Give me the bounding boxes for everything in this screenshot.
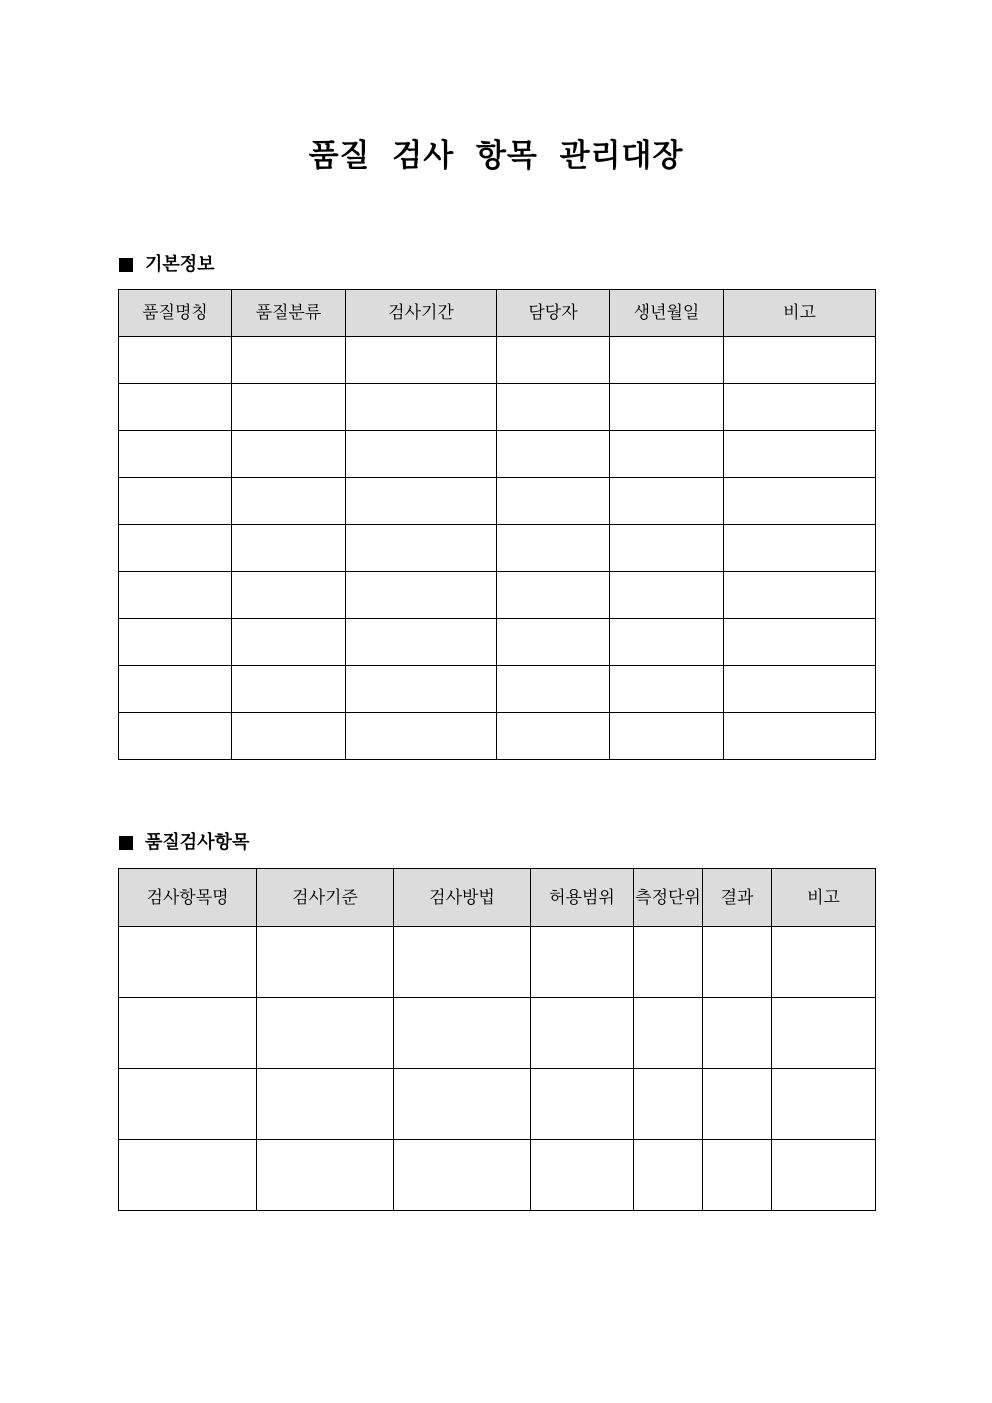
basic-info-row (119, 431, 876, 478)
inspection-items-cell[interactable] (772, 927, 876, 998)
basic-info-cell[interactable] (232, 619, 346, 666)
inspection-items-row (119, 927, 876, 998)
inspection-items-cell[interactable] (119, 998, 257, 1069)
basic-info-row (119, 384, 876, 431)
inspection-items-cell[interactable] (531, 927, 634, 998)
inspection-items-cell[interactable] (394, 1069, 531, 1140)
inspection-items-cell[interactable] (257, 1140, 394, 1211)
inspection-items-heading (119, 831, 249, 855)
column-header-inspection-period: 검사기간 (346, 290, 497, 337)
basic-info-cell[interactable] (724, 572, 876, 619)
inspection-items-cell[interactable] (394, 927, 531, 998)
inspection-items-cell[interactable] (119, 1069, 257, 1140)
basic-info-cell[interactable] (346, 666, 497, 713)
basic-info-cell[interactable] (232, 337, 346, 384)
basic-info-cell[interactable] (232, 384, 346, 431)
basic-info-cell[interactable] (346, 478, 497, 525)
basic-info-row (119, 478, 876, 525)
basic-info-cell[interactable] (232, 478, 346, 525)
basic-info-cell[interactable] (119, 337, 232, 384)
inspection-items-cell[interactable] (257, 998, 394, 1069)
basic-info-cell[interactable] (610, 666, 724, 713)
basic-info-cell[interactable] (610, 384, 724, 431)
basic-info-cell[interactable] (119, 713, 232, 760)
inspection-items-cell[interactable] (703, 927, 772, 998)
basic-info-cell[interactable] (119, 666, 232, 713)
column-header-method: 검사방법 (394, 869, 531, 927)
basic-info-table (118, 289, 876, 760)
basic-info-row (119, 666, 876, 713)
inspection-items-cell[interactable] (119, 1140, 257, 1211)
inspection-items-cell[interactable] (703, 998, 772, 1069)
column-header-unit: 측정단위 (634, 869, 703, 927)
inspection-items-cell[interactable] (531, 998, 634, 1069)
basic-info-cell[interactable] (232, 572, 346, 619)
basic-info-cell[interactable] (497, 572, 610, 619)
basic-info-cell[interactable] (346, 525, 497, 572)
inspection-items-cell[interactable] (772, 1069, 876, 1140)
inspection-items-cell[interactable] (394, 998, 531, 1069)
basic-info-cell[interactable] (724, 666, 876, 713)
inspection-items-cell[interactable] (257, 1069, 394, 1140)
basic-info-cell[interactable] (724, 525, 876, 572)
basic-info-cell[interactable] (232, 525, 346, 572)
column-header-manager: 담당자 (497, 290, 610, 337)
basic-info-cell[interactable] (232, 666, 346, 713)
column-header-birth-date: 생년월일 (610, 290, 724, 337)
column-header-quality-category: 품질분류 (232, 290, 346, 337)
basic-info-heading (119, 253, 215, 277)
inspection-items-table (118, 868, 876, 1211)
basic-info-cell[interactable] (724, 384, 876, 431)
inspection-items-cell[interactable] (634, 998, 703, 1069)
basic-info-cell[interactable] (610, 713, 724, 760)
basic-info-cell[interactable] (497, 713, 610, 760)
basic-info-cell[interactable] (232, 431, 346, 478)
basic-info-cell[interactable] (724, 478, 876, 525)
inspection-items-row (119, 1069, 876, 1140)
basic-info-cell[interactable] (610, 619, 724, 666)
column-header-remarks: 비고 (724, 290, 876, 337)
inspection-items-row (119, 1140, 876, 1211)
basic-info-cell[interactable] (119, 525, 232, 572)
basic-info-cell[interactable] (497, 337, 610, 384)
basic-info-cell[interactable] (232, 713, 346, 760)
inspection-items-cell[interactable] (119, 927, 257, 998)
basic-info-header-row (119, 290, 876, 337)
basic-info-cell[interactable] (724, 619, 876, 666)
basic-info-cell[interactable] (346, 713, 497, 760)
basic-info-cell[interactable] (346, 619, 497, 666)
inspection-items-cell[interactable] (634, 927, 703, 998)
basic-info-cell[interactable] (724, 713, 876, 760)
document-title: 품질 검사 항목 관리대장 (308, 138, 684, 174)
basic-info-row (119, 713, 876, 760)
square-bullet-icon (119, 258, 133, 272)
basic-info-row (119, 572, 876, 619)
inspection-items-cell[interactable] (531, 1069, 634, 1140)
inspection-items-cell[interactable] (634, 1069, 703, 1140)
column-header-criteria: 검사기준 (257, 869, 394, 927)
column-header-tolerance: 허용범위 (531, 869, 634, 927)
inspection-items-row (119, 998, 876, 1069)
column-header-item-name: 검사항목명 (119, 869, 257, 927)
column-header-result: 결과 (703, 869, 772, 927)
basic-info-cell[interactable] (346, 384, 497, 431)
inspection-header-row (119, 869, 876, 927)
basic-info-cell[interactable] (497, 666, 610, 713)
basic-info-cell[interactable] (610, 337, 724, 384)
column-header-remarks: 비고 (772, 869, 876, 927)
basic-info-cell[interactable] (346, 572, 497, 619)
basic-info-cell[interactable] (610, 431, 724, 478)
basic-info-cell[interactable] (724, 337, 876, 384)
inspection-items-cell[interactable] (531, 1140, 634, 1211)
basic-info-cell[interactable] (610, 525, 724, 572)
basic-info-cell[interactable] (346, 431, 497, 478)
inspection-items-cell[interactable] (772, 1140, 876, 1211)
basic-info-heading-label: 기본정보 (145, 254, 215, 275)
basic-info-cell[interactable] (119, 384, 232, 431)
basic-info-row (119, 525, 876, 572)
inspection-items-cell[interactable] (394, 1140, 531, 1211)
basic-info-cell[interactable] (119, 478, 232, 525)
basic-info-row (119, 619, 876, 666)
basic-info-cell[interactable] (497, 384, 610, 431)
column-header-quality-name: 품질명칭 (119, 290, 232, 337)
basic-info-cell[interactable] (119, 572, 232, 619)
inspection-items-cell[interactable] (634, 1140, 703, 1211)
basic-info-cell[interactable] (119, 431, 232, 478)
inspection-items-cell[interactable] (703, 1069, 772, 1140)
basic-info-cell[interactable] (610, 572, 724, 619)
basic-info-cell[interactable] (610, 478, 724, 525)
basic-info-cell[interactable] (497, 619, 610, 666)
basic-info-row (119, 337, 876, 384)
basic-info-cell[interactable] (724, 431, 876, 478)
square-bullet-icon (119, 836, 133, 850)
inspection-items-cell[interactable] (703, 1140, 772, 1211)
basic-info-cell[interactable] (497, 478, 610, 525)
inspection-items-cell[interactable] (257, 927, 394, 998)
basic-info-cell[interactable] (497, 431, 610, 478)
inspection-items-cell[interactable] (772, 998, 876, 1069)
inspection-items-heading-label: 품질검사항목 (145, 832, 250, 853)
basic-info-cell[interactable] (497, 525, 610, 572)
basic-info-cell[interactable] (346, 337, 497, 384)
basic-info-cell[interactable] (119, 619, 232, 666)
